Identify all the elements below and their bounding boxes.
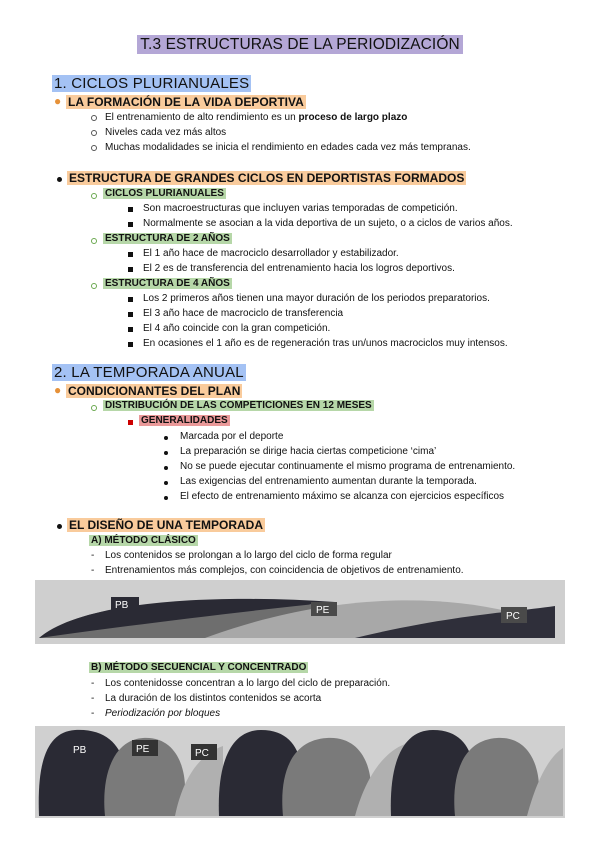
page-title: T.3 ESTRUCTURAS DE LA PERIODIZACIÓN [0, 36, 600, 54]
section-2a-heading: CONDICIONANTES DEL PLAN [68, 384, 241, 398]
block-method-diagram [35, 726, 565, 818]
pb-label: PB [115, 600, 129, 611]
text-line: Normalmente se asocian a la vida deportiva de un sujeto, o a ciclos de varios años. [143, 218, 513, 229]
text-line: Los 2 primeros años tienen una mayor duración de los periodos preparatorios. [143, 293, 490, 304]
square-bullet-icon [128, 207, 133, 212]
square-bullet-icon [128, 222, 133, 227]
estructura-4-heading: ESTRUCTURA DE 4 AÑOS [105, 278, 230, 289]
text-line: La duración de los distintos contenidos se acorta [105, 693, 322, 704]
ciclos-plurianuales-heading: CICLOS PLURIANUALES [105, 188, 224, 199]
section-1b-heading: ESTRUCTURA DE GRANDES CICLOS EN DEPORTISTAS FORMADOS [69, 171, 465, 185]
classic-method-diagram [35, 580, 565, 644]
dash-icon: - [91, 693, 95, 704]
circle-bullet-icon [91, 130, 97, 136]
pe-label: PE [136, 744, 150, 755]
text-line: Periodización por bloques [105, 708, 221, 719]
circle-bullet-icon [91, 283, 97, 289]
section-2-heading: 2. LA TEMPORADA ANUAL [54, 364, 244, 381]
square-bullet-icon [128, 252, 133, 257]
text-line: En ocasiones el 1 año es de regeneración tras un/unos macrociclos muy intensos. [143, 338, 508, 349]
square-bullet-icon [128, 342, 133, 347]
circle-bullet-icon [91, 145, 97, 151]
text-line: El 1 año hace de macrociclo desarrollador y estabilizador. [143, 248, 399, 259]
bullet-icon: ● [54, 94, 62, 108]
generalidades-heading: GENERALIDADES [141, 415, 228, 426]
text-line: Las exigencias del entrenamiento aumentan durante la temporada. [180, 476, 477, 487]
text-line: No se puede ejecutar continuamente el mismo programa de entrenamiento. [180, 461, 516, 472]
dot-bullet-icon [164, 496, 168, 500]
metodo-secuencial-heading: B) MÉTODO SECUENCIAL Y CONCENTRADO [91, 662, 307, 673]
circle-bullet-icon [91, 193, 97, 199]
text-line: Marcada por el deporte [180, 431, 284, 442]
dot-bullet-icon [164, 436, 168, 440]
pe-label: PE [316, 605, 330, 616]
text-line: La preparación se dirige hacia ciertas competicione ‘cima’ [180, 446, 437, 457]
section-1-heading: 1. CICLOS PLURIANUALES [54, 75, 250, 92]
text-line: Son macroestructuras que incluyen varias temporadas de competición. [143, 203, 458, 214]
dash-icon: - [91, 550, 95, 561]
dot-bullet-icon [164, 451, 168, 455]
text-line: Entrenamientos más complejos, con coincidencia de objetivos de entrenamiento. [105, 565, 464, 576]
text-line: Muchas modalidades se inicia el rendimiento en edades cada vez más tempranas. [105, 142, 471, 153]
section-2b-heading: EL DISEÑO DE UNA TEMPORADA [69, 518, 264, 532]
bullet-icon [57, 524, 62, 529]
text-line: El 2 es de transferencia del entrenamiento hacia los logros deportivos. [143, 263, 455, 274]
square-bullet-icon [128, 297, 133, 302]
dot-bullet-icon [164, 466, 168, 470]
pc-label: PC [506, 611, 520, 622]
text-line: El 4 año coincide con la gran competición. [143, 323, 331, 334]
metodo-clasico-heading: A) MÉTODO CLÁSICO [91, 535, 196, 546]
dash-icon: - [91, 678, 95, 689]
text-line: Los contenidos se prolongan a lo largo del ciclo de forma regular [105, 550, 392, 561]
dot-bullet-icon [164, 481, 168, 485]
dash-icon: - [91, 565, 95, 576]
text-line: Niveles cada vez más altos [105, 127, 227, 138]
bullet-icon: ● [54, 383, 62, 397]
distribucion-heading: DISTRIBUCIÓN DE LAS COMPETICIONES EN 12 MESES [105, 400, 372, 411]
text-line: El 3 año hace de macrociclo de transferencia [143, 308, 344, 319]
circle-bullet-icon [91, 115, 97, 121]
bullet-icon [57, 177, 62, 182]
square-bullet-icon [128, 327, 133, 332]
square-bullet-icon [128, 312, 133, 317]
text-line: El efecto de entrenamiento máximo se alcanza con ejercicios específicos [180, 491, 505, 502]
text-line: El entrenamiento de alto rendimiento es un proceso de largo plazo [105, 112, 408, 123]
section-1a-heading: LA FORMACIÓN DE LA VIDA DEPORTIVA [68, 95, 304, 109]
square-bullet-icon [128, 420, 133, 425]
square-bullet-icon [128, 267, 133, 272]
estructura-2-heading: ESTRUCTURA DE 2 AÑOS [105, 233, 230, 244]
text-line: Los contenidosse concentran a lo largo del ciclo de preparación. [105, 678, 391, 689]
pc-label: PC [195, 748, 209, 759]
pb-label: PB [73, 745, 87, 756]
circle-bullet-icon [91, 405, 97, 411]
dash-icon: - [91, 708, 95, 719]
circle-bullet-icon [91, 238, 97, 244]
